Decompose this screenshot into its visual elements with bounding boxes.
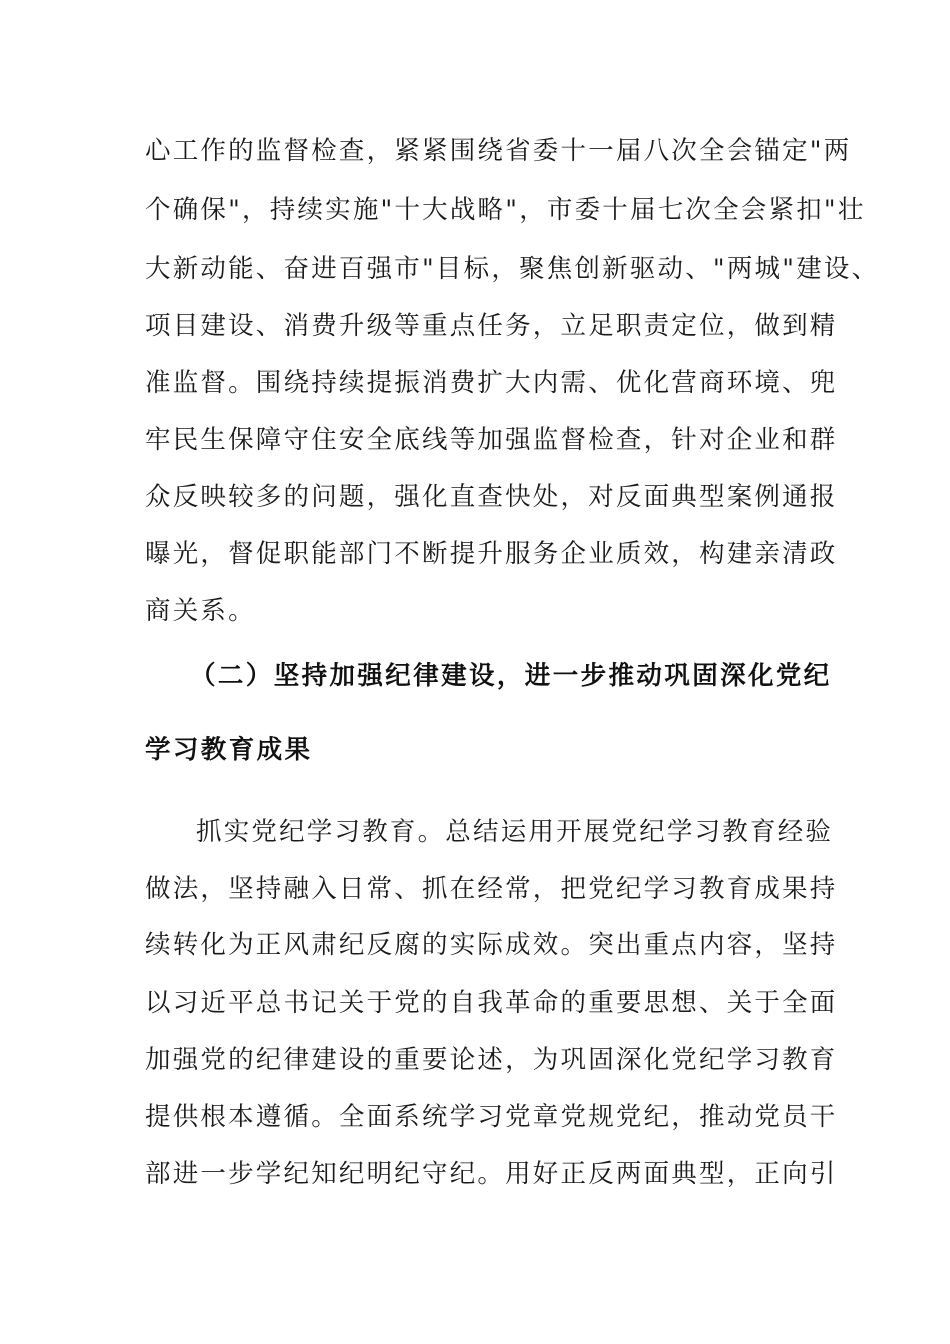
text-line: 抓实党纪学习教育。总结运用开展党纪学习教育经验 (196, 817, 834, 847)
heading-line-2: 学习教育成果 (145, 735, 313, 765)
text-line: 大新动能、奋进百强市"目标，聚焦创新驱动、"两城"建设、 (145, 254, 880, 284)
text-line: 众反映较多的问题，强化直查快处，对反面典型案例通报 (145, 482, 838, 512)
text-line: 个确保"，持续实施"十大战略"，市委十届七次全会紧扣"壮 (145, 195, 866, 225)
text-line: 商关系。 (145, 596, 256, 626)
text-line: 曝光，督促职能部门不断提升服务企业质效，构建亲清政 (145, 539, 838, 569)
heading-line-1: （二）坚持加强纪律建设，进一步推动巩固深化党纪 (190, 661, 832, 691)
text-line: 加强党的纪律建设的重要论述，为巩固深化党纪学习教育 (145, 1045, 838, 1075)
text-line: 做法，坚持融入日常、抓在经常，把党纪学习教育成果持 (145, 874, 838, 904)
text-line: 以习近平总书记关于党的自我革命的重要思想、关于全面 (145, 988, 838, 1018)
text-line: 项目建设、消费升级等重点任务，立足职责定位，做到精 (145, 311, 838, 341)
text-line: 准监督。围绕持续提振消费扩大内需、优化营商环境、兜 (145, 368, 838, 398)
text-line: 提供根本遵循。全面系统学习党章党规党纪，推动党员干 (145, 1102, 838, 1132)
text-line: 部进一步学纪知纪明纪守纪。用好正反两面典型，正向引 (145, 1159, 838, 1189)
text-line: 续转化为正风肃纪反腐的实际成效。突出重点内容，坚持 (145, 930, 838, 960)
text-line: 牢民生保障守住安全底线等加强监督检查，针对企业和群 (145, 425, 838, 455)
text-line: 心工作的监督检查，紧紧围绕省委十一届八次全会锚定"两 (145, 136, 852, 166)
